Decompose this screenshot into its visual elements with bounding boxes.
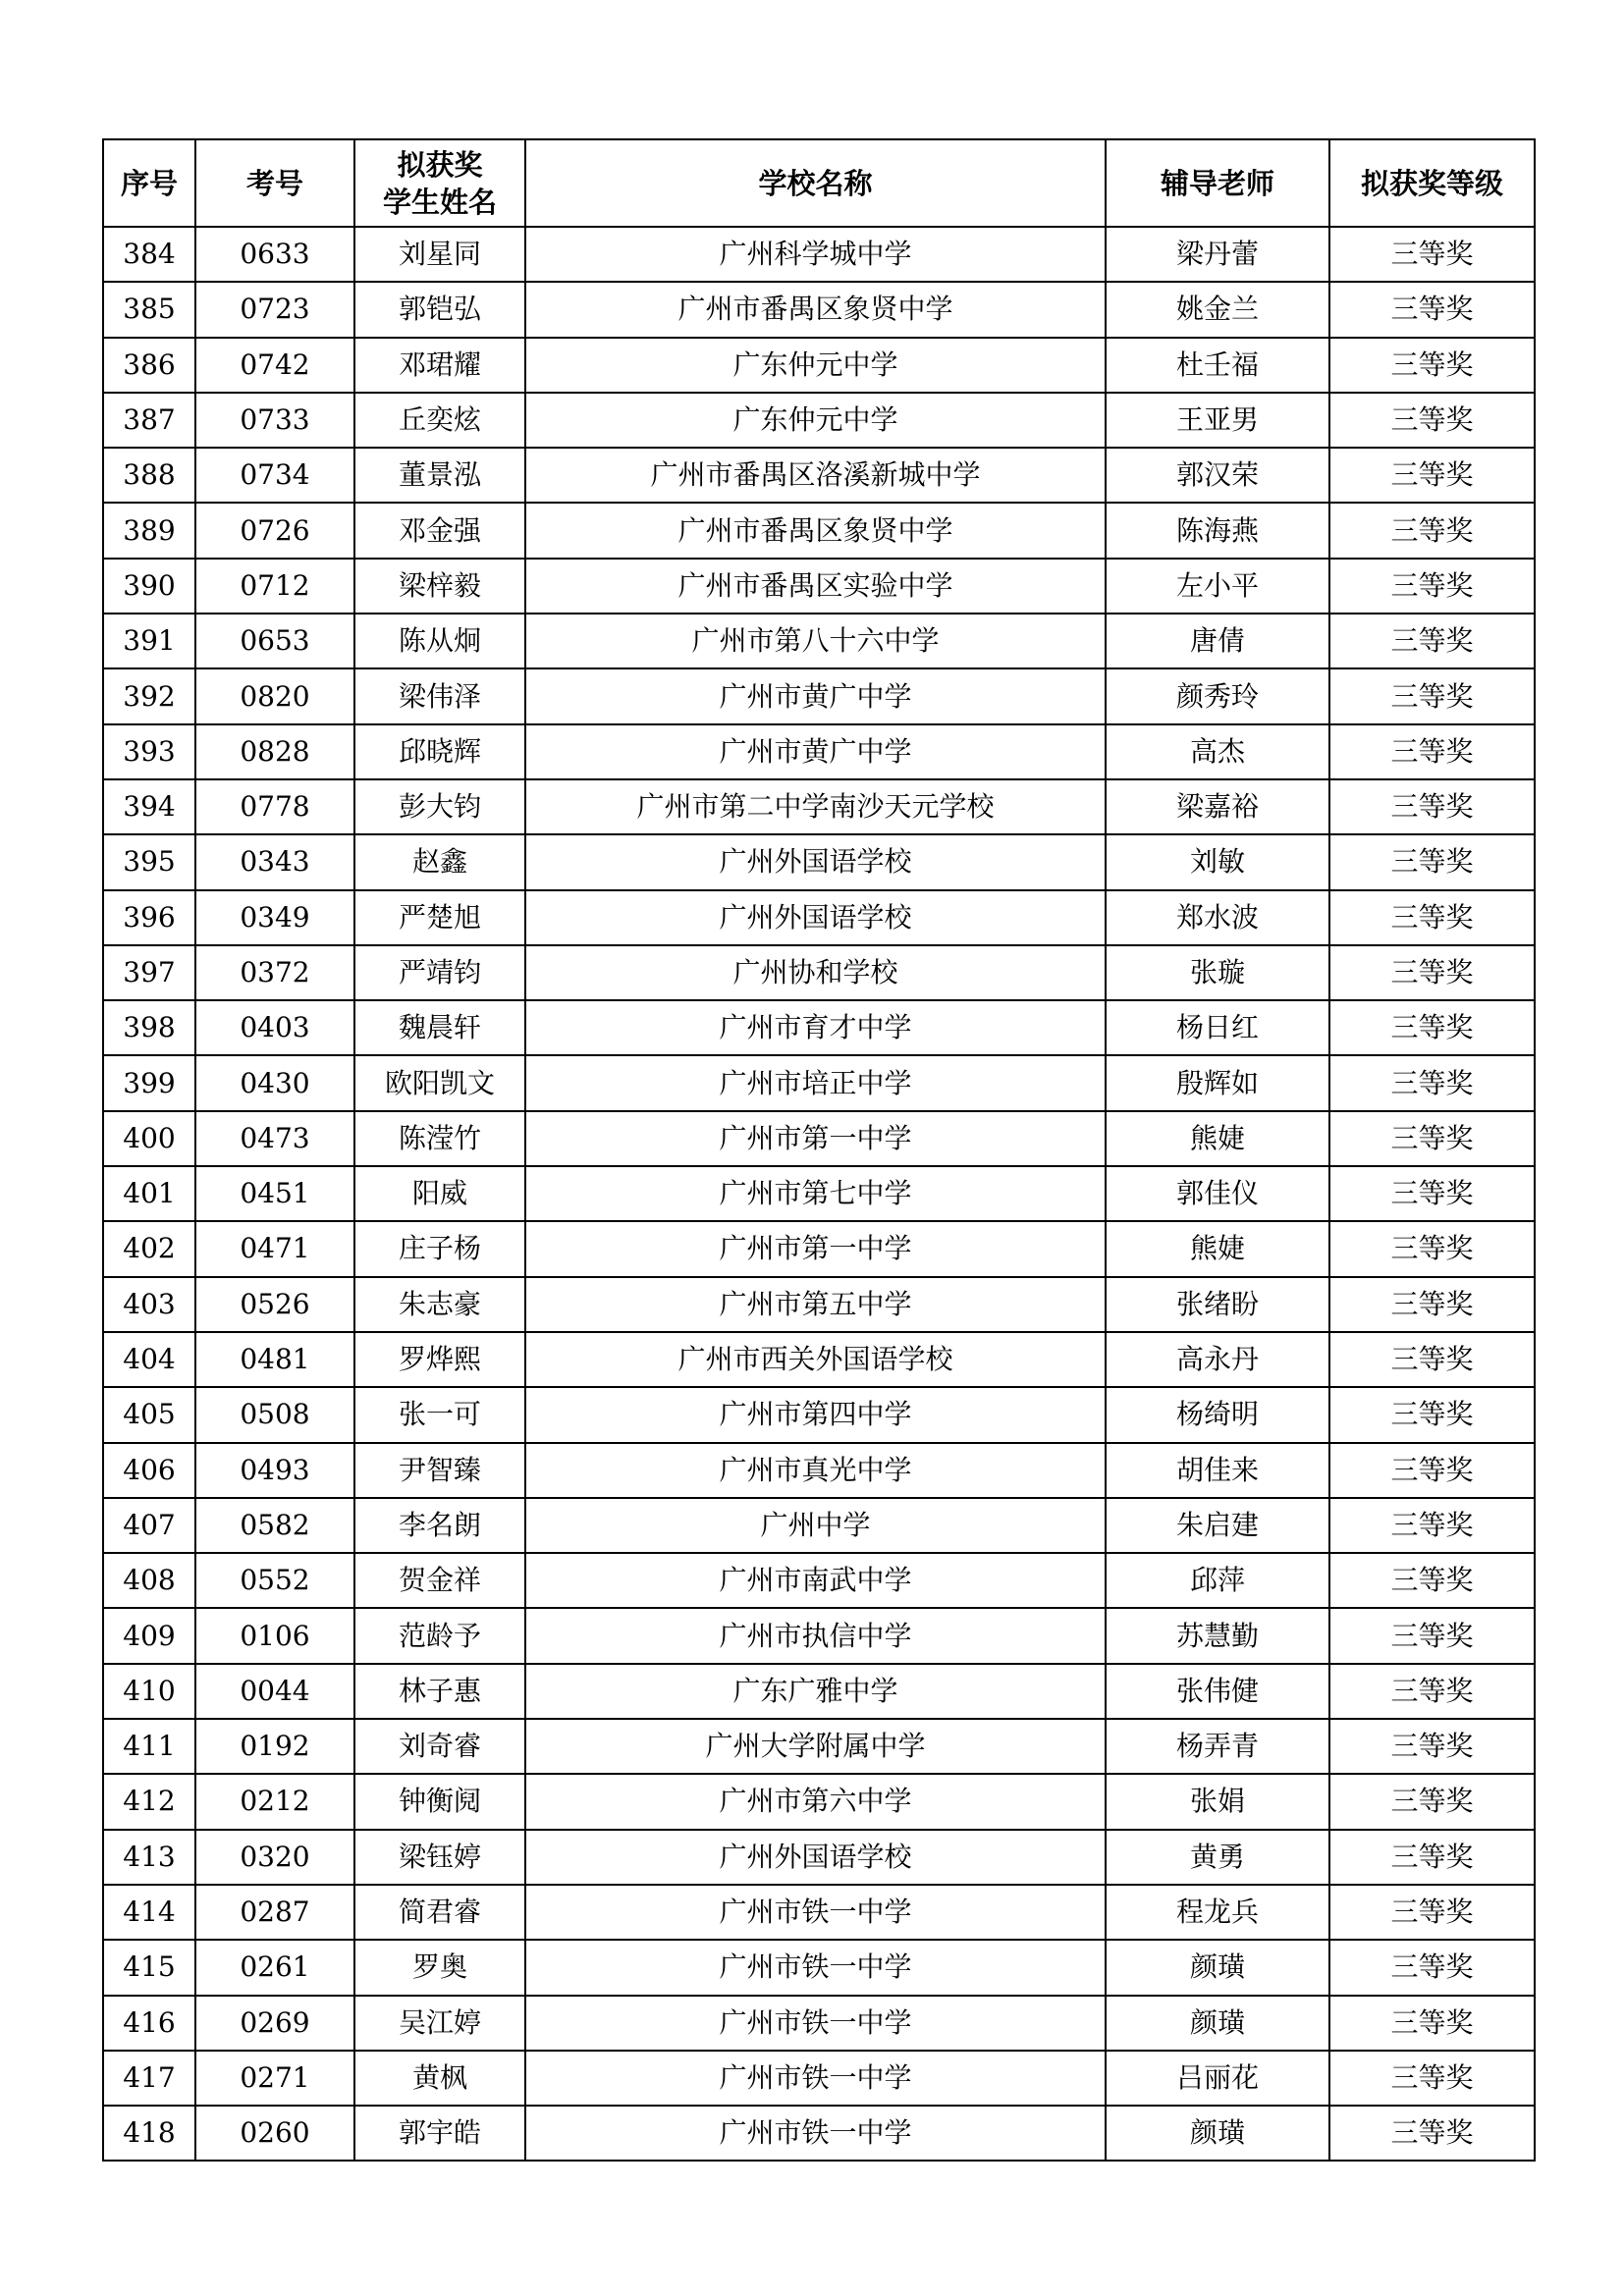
cell-award-level: 三等奖 [1329,1830,1535,1885]
cell-award-level: 三等奖 [1329,1111,1535,1166]
cell-school: 广州市第八十六中学 [525,614,1106,668]
cell-exam-no: 0269 [195,1996,354,2051]
cell-seq: 396 [103,890,195,945]
cell-award-level: 三等奖 [1329,1885,1535,1940]
cell-school: 广州市南武中学 [525,1553,1106,1608]
cell-student-name: 李名朗 [354,1498,525,1553]
cell-exam-no: 0828 [195,724,354,779]
cell-award-level: 三等奖 [1329,2051,1535,2106]
cell-school: 广州市铁一中学 [525,2051,1106,2106]
cell-exam-no: 0271 [195,2051,354,2106]
table-row [103,2051,1535,2106]
table-row [103,1166,1535,1221]
cell-school: 广州市育才中学 [525,1000,1106,1055]
cell-award-level: 三等奖 [1329,1443,1535,1498]
cell-exam-no: 0778 [195,779,354,834]
cell-seq: 399 [103,1055,195,1110]
cell-exam-no: 0430 [195,1055,354,1110]
cell-teacher: 王亚男 [1106,393,1329,448]
cell-school: 广东仲元中学 [525,338,1106,393]
cell-school: 广州外国语学校 [525,1830,1106,1885]
cell-school: 广州市番禺区象贤中学 [525,282,1106,337]
cell-student-name: 邓金强 [354,503,525,558]
cell-seq: 401 [103,1166,195,1221]
cell-exam-no: 0473 [195,1111,354,1166]
cell-exam-no: 0653 [195,614,354,668]
cell-seq: 406 [103,1443,195,1498]
table-row [103,834,1535,889]
cell-seq: 405 [103,1387,195,1442]
cell-exam-no: 0192 [195,1719,354,1774]
cell-seq: 400 [103,1111,195,1166]
table-header [103,139,1535,227]
cell-seq: 415 [103,1940,195,1995]
cell-school: 广州市西关外国语学校 [525,1332,1106,1387]
cell-teacher: 胡佳来 [1106,1443,1329,1498]
table-row [103,1498,1535,1553]
cell-school: 广州市培正中学 [525,1055,1106,1110]
cell-exam-no: 0349 [195,890,354,945]
cell-award-level: 三等奖 [1329,1166,1535,1221]
cell-student-name: 严靖钧 [354,945,525,1000]
cell-exam-no: 0526 [195,1277,354,1332]
cell-award-level: 三等奖 [1329,393,1535,448]
cell-teacher: 高杰 [1106,724,1329,779]
cell-award-level: 三等奖 [1329,227,1535,282]
cell-exam-no: 0552 [195,1553,354,1608]
cell-school: 广州市第四中学 [525,1387,1106,1442]
cell-award-level: 三等奖 [1329,1774,1535,1829]
cell-student-name: 尹智臻 [354,1443,525,1498]
cell-teacher: 邱萍 [1106,1553,1329,1608]
cell-school: 广州市黄广中学 [525,724,1106,779]
cell-exam-no: 0106 [195,1608,354,1663]
cell-teacher: 陈海燕 [1106,503,1329,558]
cell-teacher: 刘敏 [1106,834,1329,889]
table-row [103,338,1535,393]
cell-student-name: 朱志豪 [354,1277,525,1332]
cell-teacher: 熊婕 [1106,1111,1329,1166]
cell-exam-no: 0260 [195,2106,354,2161]
cell-teacher: 张伟健 [1106,1664,1329,1719]
header-student-name [354,139,525,227]
cell-seq: 403 [103,1277,195,1332]
table-row [103,1830,1535,1885]
table-row [103,1332,1535,1387]
cell-school: 广州市番禺区洛溪新城中学 [525,448,1106,503]
cell-student-name: 刘奇睿 [354,1719,525,1774]
cell-school: 广州市第一中学 [525,1111,1106,1166]
cell-student-name: 陈滢竹 [354,1111,525,1166]
cell-student-name: 彭大钧 [354,779,525,834]
cell-student-name: 黄枫 [354,2051,525,2106]
table-row [103,1664,1535,1719]
cell-seq: 410 [103,1664,195,1719]
cell-teacher: 朱启建 [1106,1498,1329,1553]
cell-award-level: 三等奖 [1329,1940,1535,1995]
cell-student-name: 邱晓辉 [354,724,525,779]
cell-exam-no: 0471 [195,1221,354,1276]
table-body [103,227,1535,2161]
cell-exam-no: 0372 [195,945,354,1000]
table-row [103,559,1535,614]
cell-teacher: 梁丹蕾 [1106,227,1329,282]
cell-school: 广州协和学校 [525,945,1106,1000]
table-row [103,503,1535,558]
cell-award-level: 三等奖 [1329,614,1535,668]
table-row [103,1055,1535,1110]
cell-student-name: 林子惠 [354,1664,525,1719]
cell-seq: 386 [103,338,195,393]
cell-seq: 395 [103,834,195,889]
cell-award-level: 三等奖 [1329,448,1535,503]
cell-school: 广州市第六中学 [525,1774,1106,1829]
cell-school: 广州市番禺区象贤中学 [525,503,1106,558]
cell-school: 广州市铁一中学 [525,1996,1106,2051]
cell-award-level: 三等奖 [1329,890,1535,945]
cell-award-level: 三等奖 [1329,1055,1535,1110]
header-exam-no: 考号 [195,139,354,227]
header-student-name-line2: 学生姓名 [382,185,497,219]
cell-teacher: 颜秀玲 [1106,668,1329,723]
cell-student-name: 梁梓毅 [354,559,525,614]
cell-school: 广州市第二中学南沙天元学校 [525,779,1106,834]
cell-seq: 416 [103,1996,195,2051]
cell-seq: 414 [103,1885,195,1940]
table-row [103,614,1535,668]
cell-teacher: 郭佳仪 [1106,1166,1329,1221]
cell-award-level: 三等奖 [1329,724,1535,779]
cell-exam-no: 0451 [195,1166,354,1221]
cell-seq: 392 [103,668,195,723]
cell-teacher: 郭汉荣 [1106,448,1329,503]
cell-award-level: 三等奖 [1329,503,1535,558]
cell-student-name: 欧阳凯文 [354,1055,525,1110]
cell-school: 广东广雅中学 [525,1664,1106,1719]
header-school: 学校名称 [525,139,1106,227]
award-list-table [102,138,1536,2162]
cell-seq: 384 [103,227,195,282]
cell-student-name: 范龄予 [354,1608,525,1663]
cell-award-level: 三等奖 [1329,1996,1535,2051]
cell-exam-no: 0212 [195,1774,354,1829]
table-row [103,945,1535,1000]
cell-seq: 394 [103,779,195,834]
cell-seq: 407 [103,1498,195,1553]
cell-award-level: 三等奖 [1329,1221,1535,1276]
table-row [103,1111,1535,1166]
table-row [103,668,1535,723]
table-row [103,1940,1535,1995]
header-student-name-line1: 拟获奖 [397,147,483,182]
cell-exam-no: 0343 [195,834,354,889]
cell-teacher: 梁嘉裕 [1106,779,1329,834]
cell-student-name: 阳威 [354,1166,525,1221]
cell-seq: 404 [103,1332,195,1387]
cell-seq: 412 [103,1774,195,1829]
cell-teacher: 郑水波 [1106,890,1329,945]
cell-student-name: 庄子杨 [354,1221,525,1276]
cell-seq: 390 [103,559,195,614]
cell-exam-no: 0320 [195,1830,354,1885]
cell-exam-no: 0633 [195,227,354,282]
cell-seq: 389 [103,503,195,558]
table-row [103,890,1535,945]
cell-teacher: 杨绮明 [1106,1387,1329,1442]
header-seq: 序号 [103,139,195,227]
header-row [103,139,1535,227]
cell-award-level: 三等奖 [1329,834,1535,889]
cell-school: 广州市番禺区实验中学 [525,559,1106,614]
cell-teacher: 熊婕 [1106,1221,1329,1276]
cell-school: 广州市铁一中学 [525,1940,1106,1995]
cell-teacher: 殷辉如 [1106,1055,1329,1110]
cell-award-level: 三等奖 [1329,1387,1535,1442]
cell-exam-no: 0403 [195,1000,354,1055]
cell-student-name: 贺金祥 [354,1553,525,1608]
cell-seq: 408 [103,1553,195,1608]
cell-seq: 398 [103,1000,195,1055]
table-row [103,227,1535,282]
cell-teacher: 杨日红 [1106,1000,1329,1055]
cell-student-name: 罗奥 [354,1940,525,1995]
cell-exam-no: 0726 [195,503,354,558]
cell-award-level: 三等奖 [1329,1719,1535,1774]
cell-award-level: 三等奖 [1329,1608,1535,1663]
cell-teacher: 颜璜 [1106,1996,1329,2051]
table-row [103,1885,1535,1940]
table-row [103,393,1535,448]
cell-school: 广州外国语学校 [525,834,1106,889]
cell-student-name: 赵鑫 [354,834,525,889]
cell-exam-no: 0712 [195,559,354,614]
cell-student-name: 董景泓 [354,448,525,503]
cell-teacher: 颜璜 [1106,2106,1329,2161]
cell-seq: 409 [103,1608,195,1663]
cell-teacher: 张绪盼 [1106,1277,1329,1332]
cell-teacher: 杜壬福 [1106,338,1329,393]
cell-student-name: 魏晨轩 [354,1000,525,1055]
cell-exam-no: 0481 [195,1332,354,1387]
cell-exam-no: 0734 [195,448,354,503]
table-row [103,1608,1535,1663]
cell-seq: 411 [103,1719,195,1774]
cell-student-name: 钟衡阋 [354,1774,525,1829]
cell-exam-no: 0723 [195,282,354,337]
cell-seq: 402 [103,1221,195,1276]
cell-teacher: 高永丹 [1106,1332,1329,1387]
cell-award-level: 三等奖 [1329,779,1535,834]
cell-exam-no: 0493 [195,1443,354,1498]
cell-award-level: 三等奖 [1329,1277,1535,1332]
cell-student-name: 郭宇皓 [354,2106,525,2161]
cell-exam-no: 0742 [195,338,354,393]
table-row [103,282,1535,337]
cell-seq: 391 [103,614,195,668]
cell-school: 广州市铁一中学 [525,1885,1106,1940]
table-row [103,1774,1535,1829]
header-teacher: 辅导老师 [1106,139,1329,227]
cell-teacher: 张娟 [1106,1774,1329,1829]
cell-student-name: 张一可 [354,1387,525,1442]
cell-school: 广州市真光中学 [525,1443,1106,1498]
table-row [103,1443,1535,1498]
cell-award-level: 三等奖 [1329,1553,1535,1608]
cell-exam-no: 0820 [195,668,354,723]
table-row [103,448,1535,503]
cell-teacher: 吕丽花 [1106,2051,1329,2106]
table-row [103,2106,1535,2161]
cell-teacher: 杨弄青 [1106,1719,1329,1774]
cell-seq: 418 [103,2106,195,2161]
header-award-level: 拟获奖等级 [1329,139,1535,227]
cell-student-name: 陈从炯 [354,614,525,668]
table-row [103,1277,1535,1332]
cell-award-level: 三等奖 [1329,559,1535,614]
cell-school: 广州市执信中学 [525,1608,1106,1663]
table-row [103,724,1535,779]
cell-student-name: 简君睿 [354,1885,525,1940]
table-row [103,779,1535,834]
cell-seq: 397 [103,945,195,1000]
table-row [103,1553,1535,1608]
cell-student-name: 郭铠弘 [354,282,525,337]
cell-award-level: 三等奖 [1329,1000,1535,1055]
cell-school: 广州市铁一中学 [525,2106,1106,2161]
cell-school: 广州大学附属中学 [525,1719,1106,1774]
cell-student-name: 丘奕炫 [354,393,525,448]
cell-award-level: 三等奖 [1329,1332,1535,1387]
cell-school: 广州市第一中学 [525,1221,1106,1276]
cell-award-level: 三等奖 [1329,282,1535,337]
cell-seq: 393 [103,724,195,779]
cell-school: 广州市第五中学 [525,1277,1106,1332]
cell-student-name: 罗烨熙 [354,1332,525,1387]
cell-exam-no: 0261 [195,1940,354,1995]
cell-award-level: 三等奖 [1329,338,1535,393]
cell-award-level: 三等奖 [1329,2106,1535,2161]
cell-student-name: 刘星同 [354,227,525,282]
cell-teacher: 唐倩 [1106,614,1329,668]
cell-teacher: 颜璜 [1106,1940,1329,1995]
cell-school: 广东仲元中学 [525,393,1106,448]
cell-student-name: 梁伟泽 [354,668,525,723]
table-row [103,1387,1535,1442]
cell-award-level: 三等奖 [1329,668,1535,723]
cell-school: 广州外国语学校 [525,890,1106,945]
cell-student-name: 吴江婷 [354,1996,525,2051]
cell-exam-no: 0733 [195,393,354,448]
cell-exam-no: 0287 [195,1885,354,1940]
cell-seq: 385 [103,282,195,337]
cell-teacher: 苏慧勤 [1106,1608,1329,1663]
cell-seq: 388 [103,448,195,503]
cell-school: 广州科学城中学 [525,227,1106,282]
cell-exam-no: 0044 [195,1664,354,1719]
cell-seq: 387 [103,393,195,448]
cell-award-level: 三等奖 [1329,945,1535,1000]
table-row [103,1719,1535,1774]
cell-teacher: 姚金兰 [1106,282,1329,337]
cell-award-level: 三等奖 [1329,1498,1535,1553]
cell-teacher: 张璇 [1106,945,1329,1000]
cell-school: 广州市第七中学 [525,1166,1106,1221]
table-row [103,1221,1535,1276]
cell-student-name: 邓珺耀 [354,338,525,393]
cell-teacher: 左小平 [1106,559,1329,614]
cell-exam-no: 0508 [195,1387,354,1442]
cell-seq: 417 [103,2051,195,2106]
cell-award-level: 三等奖 [1329,1664,1535,1719]
table-row [103,1000,1535,1055]
cell-school: 广州市黄广中学 [525,668,1106,723]
cell-school: 广州中学 [525,1498,1106,1553]
cell-student-name: 严楚旭 [354,890,525,945]
cell-student-name: 梁钰婷 [354,1830,525,1885]
table-row [103,1996,1535,2051]
cell-seq: 413 [103,1830,195,1885]
cell-teacher: 程龙兵 [1106,1885,1329,1940]
cell-exam-no: 0582 [195,1498,354,1553]
cell-teacher: 黄勇 [1106,1830,1329,1885]
